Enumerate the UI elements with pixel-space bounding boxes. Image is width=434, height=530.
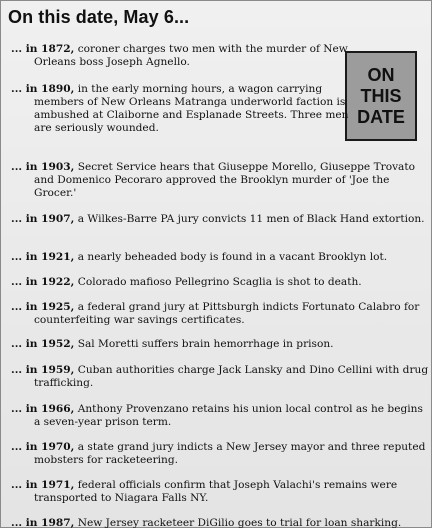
- entry-text: federal officials confirm that Joseph Valachi's remains were transported to Niagara Falls NY.: [34, 479, 398, 504]
- entry-year: ... in 1925,: [11, 301, 75, 313]
- entry-year: ... in 1922,: [11, 276, 75, 288]
- entry-year: ... in 1952,: [11, 338, 75, 350]
- entry-text: in the early morning hours, a wagon carrying members of New Orleans Matranga underworld faction is ambushed at Claiborne and Esplanade Streets. Three men are seriously wounded.: [34, 83, 349, 134]
- entry-text: Cuban authorities charge Jack Lansky and Dino Cellini with drug trafficking.: [34, 364, 429, 389]
- entry-1890: [11, 83, 352, 135]
- entry-text: a state grand jury indicts a New Jersey mayor and three reputed mobsters for racketeering.: [34, 441, 426, 466]
- entry-1903: [11, 161, 429, 200]
- entry-text: a Wilkes-Barre PA jury convicts 11 men of Black Hand extortion.: [74, 213, 425, 225]
- entry-text: a federal grand jury at Pittsburgh indicts Fortunato Calabro for counterfeiting war savings certificates.: [34, 301, 420, 326]
- entry-text: Sal Moretti suffers brain hemorrhage in prison.: [74, 338, 334, 350]
- entry-text: New Jersey racketeer DiGilio goes to trial for loan sharking.: [74, 517, 402, 529]
- on-this-date-badge: [345, 51, 417, 141]
- entry-text: Secret Service hears that Giuseppe Morello, Giuseppe Trovato and Domenico Pecoraro approved the Brooklyn murder of 'Joe the Grocer.': [34, 161, 416, 199]
- entry-1971: [11, 479, 429, 505]
- entry-year: ... in 1872,: [11, 43, 75, 55]
- entry-1907: [11, 213, 429, 226]
- page-title: On this date, May 6...: [8, 7, 190, 27]
- entry-year: ... in 1921,: [11, 251, 75, 263]
- entry-1952: [11, 338, 429, 351]
- badge-line-3: DATE: [357, 106, 405, 127]
- entry-year: ... in 1907,: [11, 213, 75, 225]
- entry-1959: [11, 364, 429, 390]
- entry-1921: [11, 251, 429, 264]
- entry-1922: [11, 276, 429, 289]
- entry-text: coroner charges two men with the murder of New Orleans boss Joseph Agnello.: [34, 43, 348, 68]
- entry-year: ... in 1959,: [11, 364, 75, 376]
- entry-text: a nearly beheaded body is found in a vacant Brooklyn lot.: [74, 251, 388, 263]
- entry-1872: [11, 43, 352, 69]
- entry-year: ... in 1970,: [11, 441, 75, 453]
- badge-line-1: ON: [367, 64, 395, 85]
- entry-year: ... in 1987,: [11, 517, 75, 529]
- entry-text: Colorado mafioso Pellegrino Scaglia is shot to death.: [74, 276, 362, 288]
- entry-1925: [11, 301, 429, 327]
- badge-line-2: THIS: [360, 85, 402, 106]
- entry-year: ... in 1971,: [11, 479, 75, 491]
- entry-text: Anthony Provenzano retains his union local control as he begins a seven-year prison term.: [34, 403, 423, 428]
- entry-year: ... in 1890,: [11, 83, 75, 95]
- entry-1966: [11, 403, 429, 429]
- entry-year: ... in 1903,: [11, 161, 75, 173]
- entry-1987: [11, 517, 434, 530]
- entry-year: ... in 1966,: [11, 403, 75, 415]
- entry-1970: [11, 441, 429, 467]
